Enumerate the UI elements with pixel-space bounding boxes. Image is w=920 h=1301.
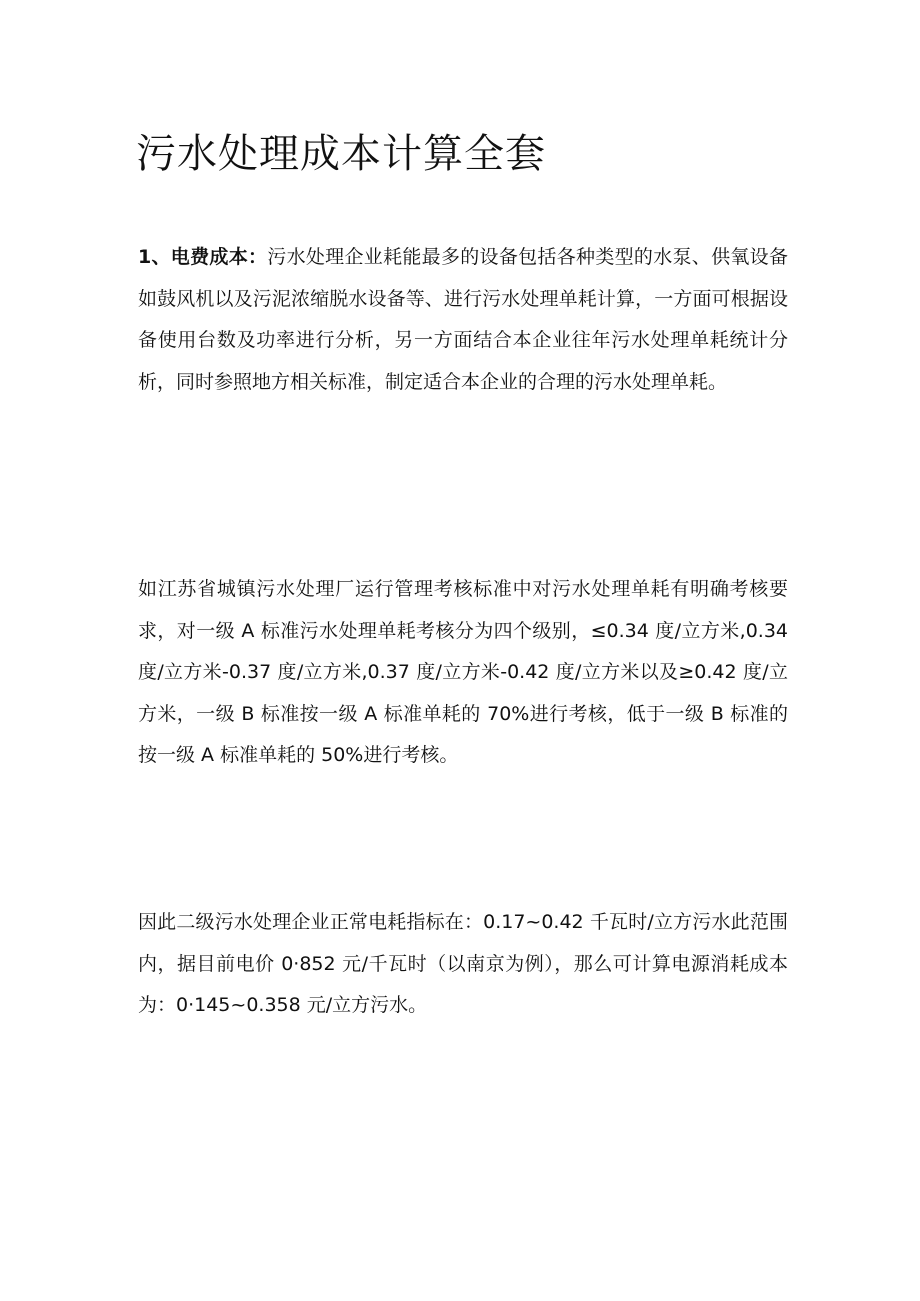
paragraph-cost-calculation-text: 因此二级污水处理企业正常电耗指标在：0.17~0.42 千瓦时/立方污水此范围内，据目前电价 0·852 元/千瓦时（以南京为例），那么可计算电源消耗成本为：0·145~0.358 元/立方污水。 bbox=[138, 911, 788, 1016]
document-title: 污水处理成本计算全套 bbox=[136, 131, 546, 177]
paragraph-cost-calculation bbox=[138, 902, 788, 1027]
section-heading-electricity-cost: 1、电费成本： bbox=[138, 246, 268, 268]
paragraph-electricity-cost-text: 污水处理企业耗能最多的设备包括各种类型的水泵、供氧设备如鼓风机以及污泥浓缩脱水设备等、进行污水处理单耗计算，一方面可根据设备使用台数及功率进行分析，另一方面结合本企业往年污水处理单耗统计分析，同时参照地方相关标准，制定适合本企业的合理的污水处理单耗。 bbox=[138, 246, 788, 393]
paragraph-jiangsu-standard bbox=[138, 569, 788, 777]
paragraph-jiangsu-standard-text: 如江苏省城镇污水处理厂运行管理考核标准中对污水处理单耗有明确考核要求，对一级 A 标准污水处理单耗考核分为四个级别，≤0.34 度/立方米,0.34 度/立方米-0.37 度/立方米,0.37 度/立方米-0.42 度/立方米以及≥0.42 度/立方米，一级 B 标准按一级 A 标准单耗的 70%进行考核，低于一级 B 标准的按一级 A 标准单耗的 50%进行考核。 bbox=[138, 578, 788, 766]
paragraph-electricity-cost bbox=[138, 237, 788, 403]
